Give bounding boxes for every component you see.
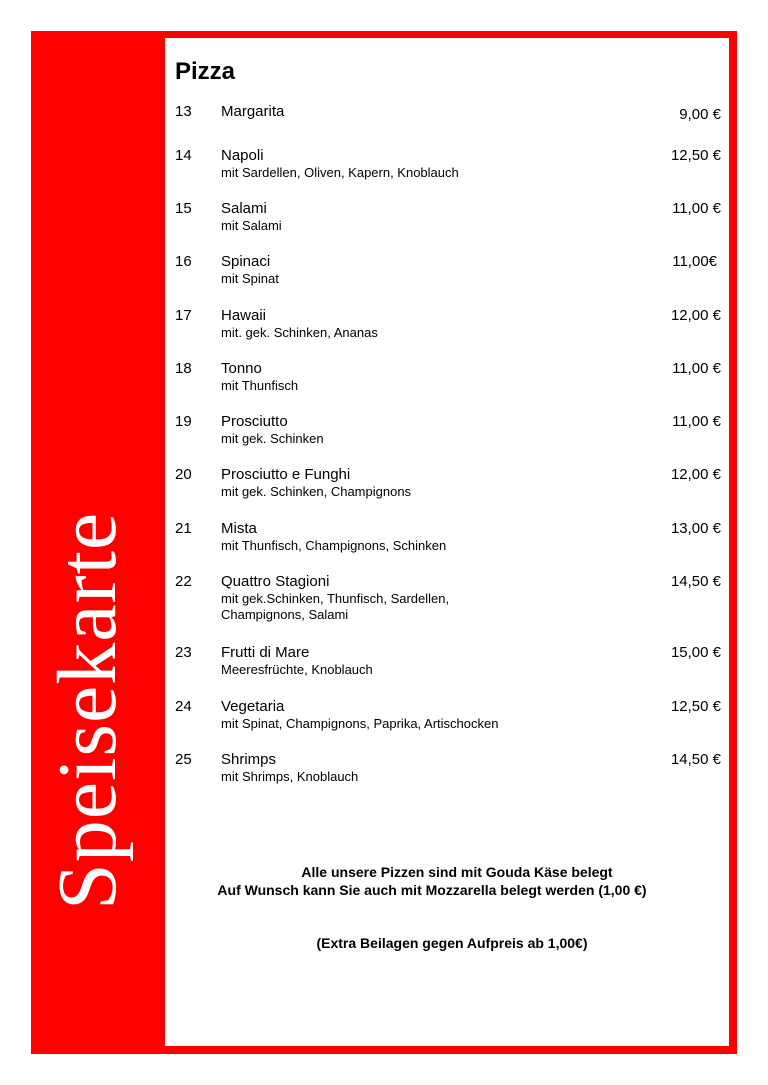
item-name: Napoli [221,147,264,164]
item-price: 9,00 € [679,106,721,123]
menu-item [175,751,721,791]
menu-item [175,200,721,240]
menu-item [175,253,721,293]
note-extras: (Extra Beilagen gegen Aufpreis ab 1,00€) [316,935,588,951]
menu-item [175,307,721,347]
menu-item [175,644,721,684]
item-price: 12,00 € [670,466,721,483]
item-price: 11,00 € [672,360,721,377]
item-name: Prosciutto [221,413,288,430]
item-number: 23 [175,644,192,661]
item-price: 11,00 € [672,200,721,217]
item-name: Prosciutto e Funghi [221,466,351,483]
item-description: mit Spinat, Champignons, Paprika, Artischocken [221,716,499,731]
section-title: Pizza [175,58,236,85]
item-number: 22 [175,573,192,590]
menu-item [175,413,721,453]
item-number: 18 [175,360,192,377]
item-name: Vegetaria [221,698,285,715]
item-price: 13,00 € [670,520,721,537]
item-name: Shrimps [221,751,277,768]
item-number: 24 [175,698,192,715]
item-price: 11,00 € [672,413,721,430]
item-description: mit gek. Schinken, Champignons [221,484,412,499]
item-number: 16 [175,253,192,270]
item-price: 14,50 € [670,751,721,768]
menu-item [175,147,721,187]
menu-item [175,466,721,506]
item-description: mit Thunfisch, Champignons, Schinken [221,538,447,553]
item-price: 14,50 € [670,573,721,590]
item-price: 15,00 € [670,644,721,661]
item-price: 12,50 € [670,147,721,164]
item-description: mit Thunfisch [221,378,299,393]
item-name: Mista [221,520,257,537]
item-name: Tonno [221,360,262,377]
item-name: Frutti di Mare [221,644,310,661]
item-name: Salami [221,200,267,217]
item-description: mit. gek. Schinken, Ananas [221,325,378,340]
item-price: 12,50 € [670,698,721,715]
item-description: Meeresfrüchte, Knoblauch [221,662,373,677]
item-number: 25 [175,751,192,768]
item-description: mit Salami [221,218,282,233]
menu-item [175,573,721,629]
item-description: mit gek. Schinken [221,431,324,446]
note-mozzarella: Auf Wunsch kann Sie auch mit Mozzarella belegt werden (1,00 €) [217,882,647,898]
item-description: mit Shrimps, Knoblauch [221,769,359,784]
menu-item [175,103,721,143]
item-name: Quattro Stagioni [221,573,330,590]
menu-item [175,698,721,738]
item-description: mit Spinat [221,271,279,286]
note-gouda: Alle unsere Pizzen sind mit Gouda Käse belegt [301,864,613,880]
item-description: mit gek.Schinken, Thunfisch, Sardellen, Champignons, Salami [221,591,450,622]
item-number: 19 [175,413,192,430]
item-name: Hawaii [221,307,267,324]
menu-item [175,360,721,400]
item-number: 20 [175,466,192,483]
item-name: Margarita [221,103,285,120]
item-number: 21 [175,520,192,537]
item-price: 12,00 € [670,307,721,324]
item-number: 15 [175,200,192,217]
item-number: 13 [175,103,192,120]
item-number: 14 [175,147,192,164]
side-title: Speisekarte [41,511,134,910]
item-number: 17 [175,307,192,324]
item-price: 11,00€ [672,253,717,270]
menu-item [175,520,721,560]
item-description: mit Sardellen, Oliven, Kapern, Knoblauch [221,165,459,180]
item-name: Spinaci [221,253,271,270]
